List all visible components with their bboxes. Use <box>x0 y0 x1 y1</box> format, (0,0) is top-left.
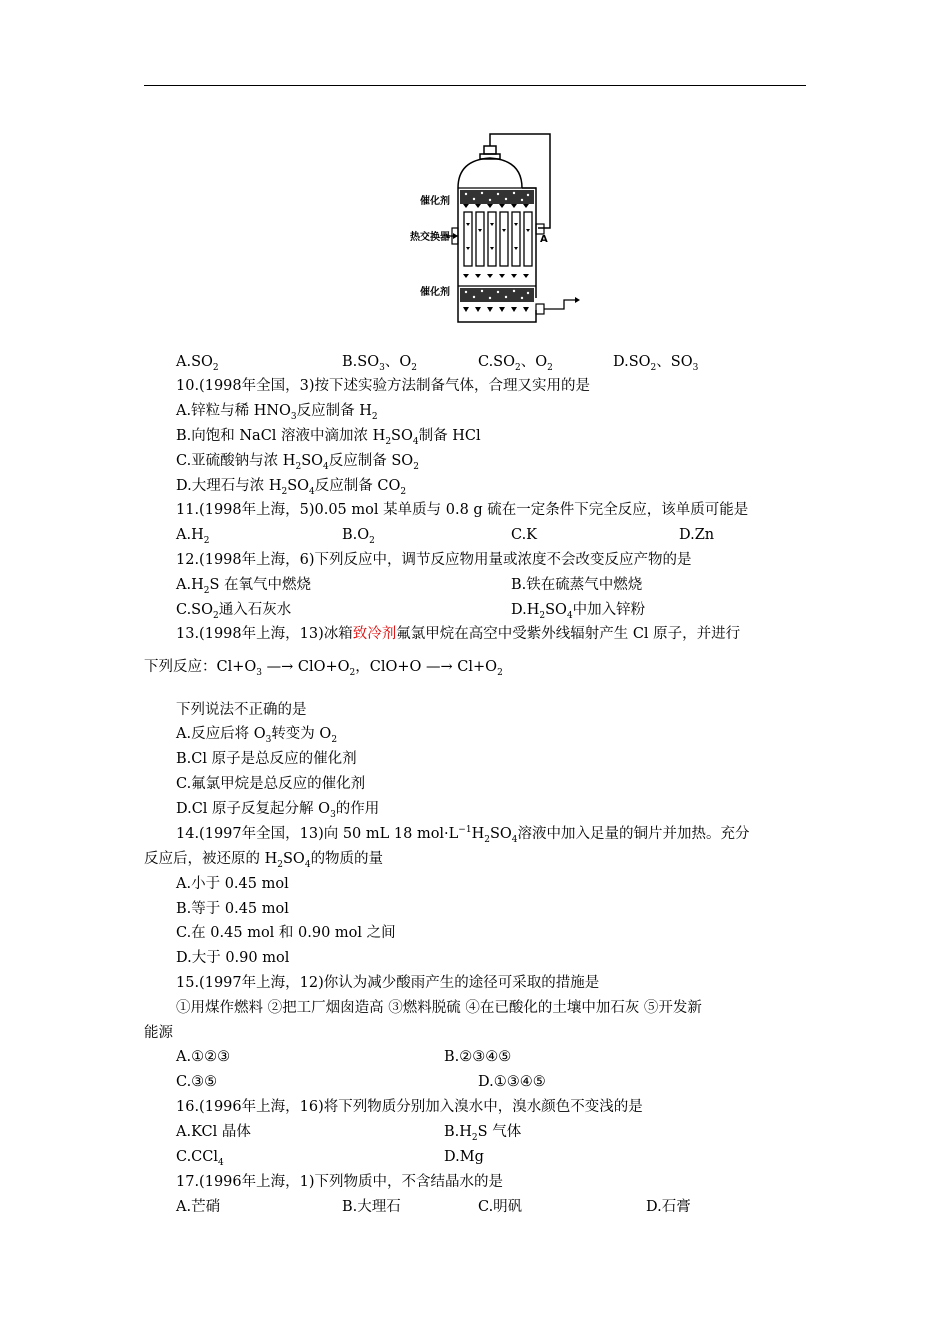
q17-option-c: C.明矾 <box>478 1199 523 1215</box>
q12-option-d: $D.H_2SO_4$中加入锌粉 <box>511 602 646 621</box>
q16-option-c: C.CCl$_4$ <box>176 1149 224 1168</box>
q17-option-b: B.大理石 <box>342 1199 401 1215</box>
label-heat-exchanger: 热交换器 <box>410 232 450 243</box>
q9-option-b: $B.SO_3$、$O_2$ <box>342 354 417 373</box>
contact-chamber-figure <box>400 128 590 328</box>
q11-option-a: $A.H_2$ <box>176 527 210 546</box>
label-point-a: A <box>540 234 548 245</box>
q9-option-c: $C.SO_2$、$O_2$ <box>478 354 553 373</box>
q15-option-a: A.①②③ <box>176 1049 231 1065</box>
label-catalyst-top: 催化剂 <box>420 196 450 207</box>
q15-option-b: B.②③④⑤ <box>444 1049 512 1065</box>
header-rule <box>144 85 806 86</box>
q11-option-d: D.Zn <box>679 527 715 543</box>
q15-option-d: D.①③④⑤ <box>478 1074 546 1090</box>
q16-option-b: $B.H_2S$ 气体 <box>444 1124 522 1143</box>
q17-option-d: D.石膏 <box>646 1199 691 1215</box>
q15-option-c: C.③⑤ <box>176 1074 218 1090</box>
q16-option-d: D.Mg <box>444 1149 484 1165</box>
q17-option-a: A.芒硝 <box>176 1199 221 1215</box>
q9-option-d: $D.SO_2$、$SO_3$ <box>613 354 699 373</box>
q11-option-b: $B.O_2$ <box>342 527 375 546</box>
q11-option-c: C.K <box>511 527 538 543</box>
q12-option-a: $A.H_2S$ 在氧气中燃烧 <box>176 577 312 596</box>
q13-highlight: 致冷剂 <box>352 626 397 642</box>
q12-option-b: B.铁在硫蒸气中燃烧 <box>511 577 643 593</box>
q12-option-c: $C.SO_2$通入石灰水 <box>176 602 292 621</box>
label-catalyst-bottom: 催化剂 <box>420 287 450 298</box>
q16-option-a: A.KCl 晶体 <box>176 1124 251 1140</box>
q9-option-a: $A.SO_2$ <box>176 354 219 373</box>
